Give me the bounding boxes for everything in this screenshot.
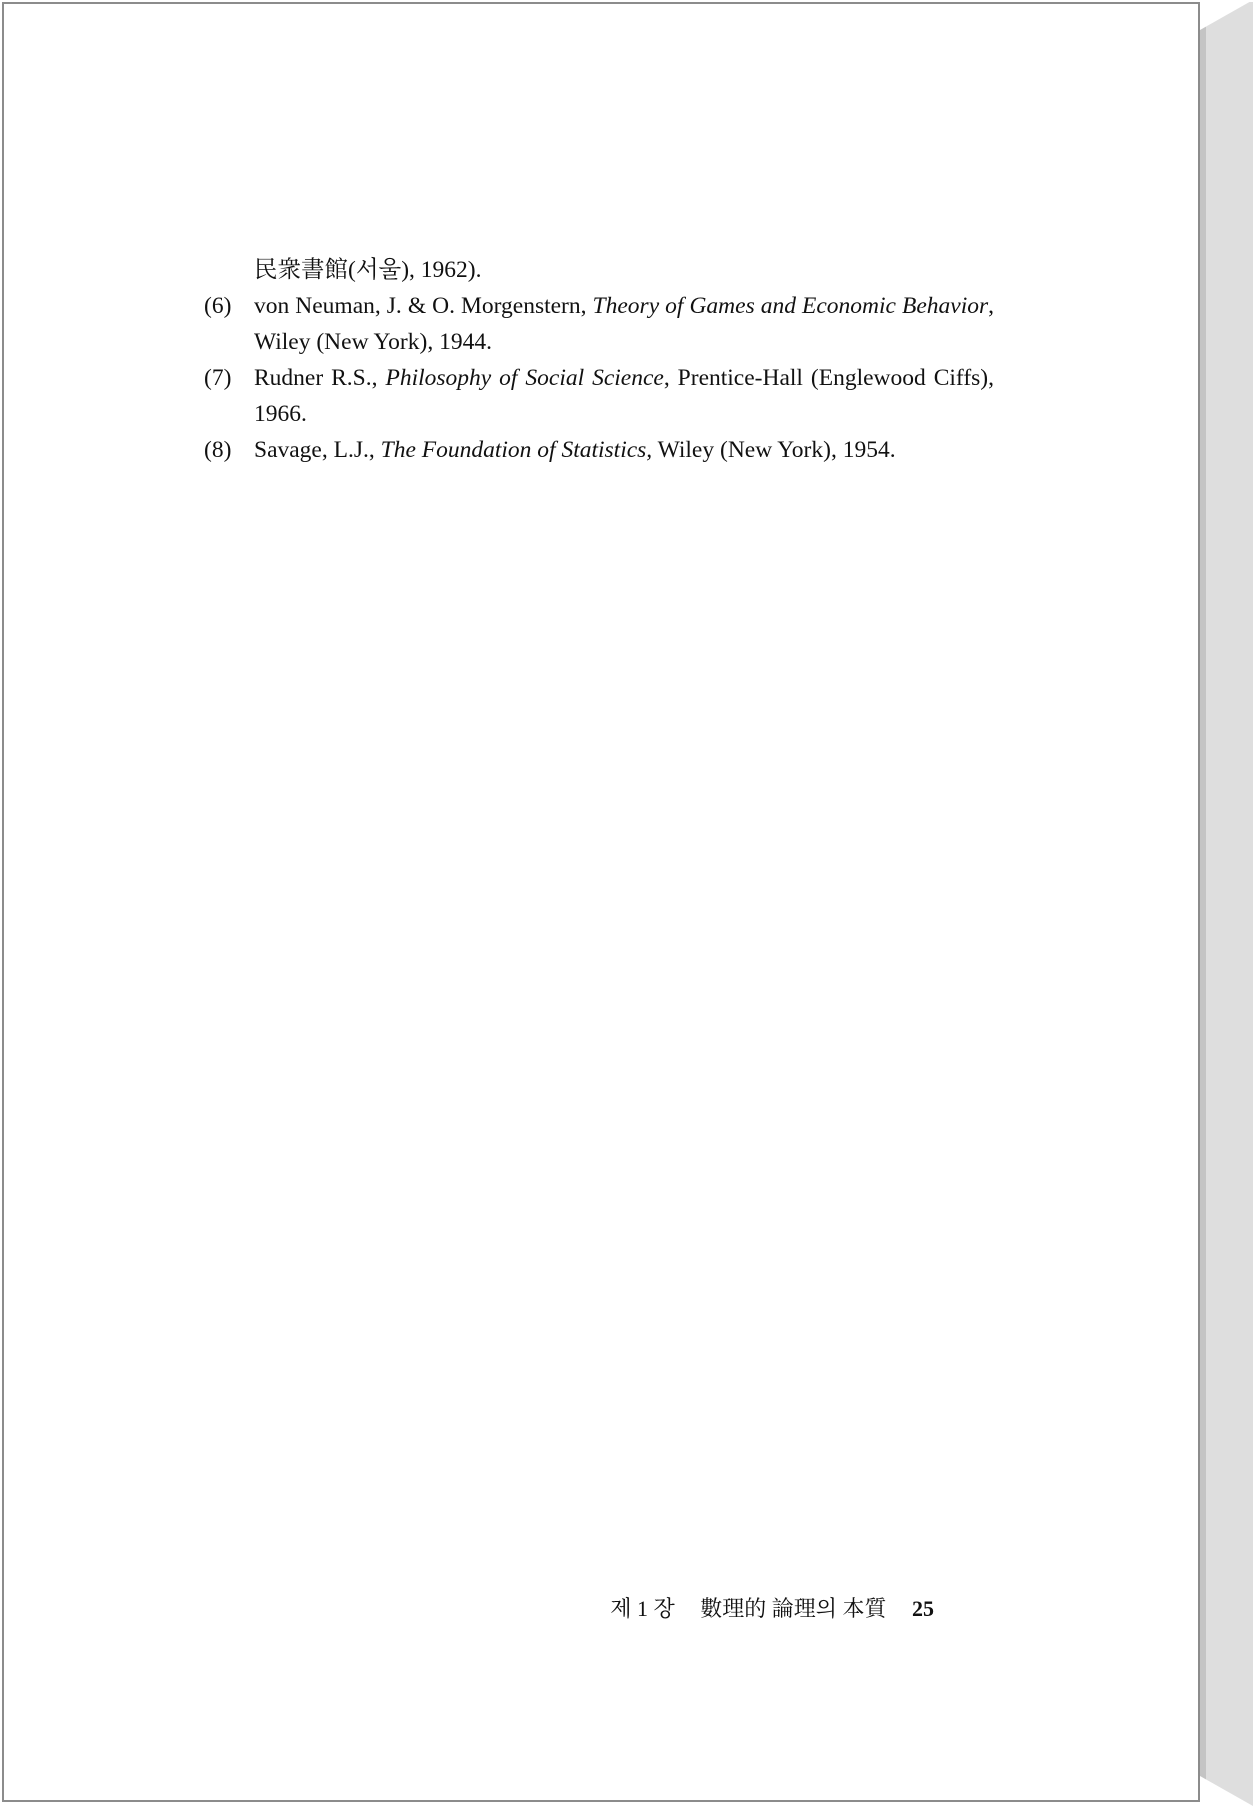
reference-author: Rudner R.S.,	[254, 365, 386, 391]
reference-number: (8)	[204, 437, 232, 463]
reference-body	[254, 432, 994, 468]
reference-item-6	[204, 288, 994, 360]
reference-item-8	[204, 432, 994, 468]
reference-carryover	[204, 252, 994, 288]
reference-number: (6)	[204, 293, 232, 319]
reference-list	[204, 252, 994, 468]
reference-body	[254, 288, 994, 360]
page-number: 25	[912, 1596, 934, 1621]
reference-publisher: , Prentice-Hall (Englewood Ciffs), 1966.	[254, 365, 994, 427]
page-stack-edge	[1200, 2, 1253, 1806]
reference-publisher: Wiley (New York), 1954.	[652, 437, 896, 463]
footer-chapter: 제 1 장	[610, 1596, 675, 1621]
reference-title: The Foundation of Statistics,	[380, 437, 653, 463]
reference-carryover-text: 民衆書館(서울), 1962).	[254, 257, 482, 283]
reference-publisher: , Wiley (New York), 1944.	[254, 293, 994, 355]
page-edge-top-bevel	[1200, 0, 1253, 30]
reference-author: von Neuman, J. & O. Morgenstern,	[254, 293, 593, 319]
reference-number: (7)	[204, 365, 232, 391]
footer-title: 數理的 論理의 本質	[700, 1596, 887, 1621]
reference-author: Savage, L.J.,	[254, 437, 381, 463]
book-page	[2, 2, 1200, 1802]
reference-item-7	[204, 360, 994, 432]
reference-title: Philosophy of Social Science	[385, 365, 664, 391]
reference-body	[254, 360, 994, 432]
page-edge-bottom-bevel	[1200, 1776, 1253, 1806]
reference-title: Theory of Games and Economic Behavior	[592, 293, 989, 319]
running-footer	[610, 1592, 934, 1623]
page-edge-shadow	[1200, 2, 1206, 1806]
